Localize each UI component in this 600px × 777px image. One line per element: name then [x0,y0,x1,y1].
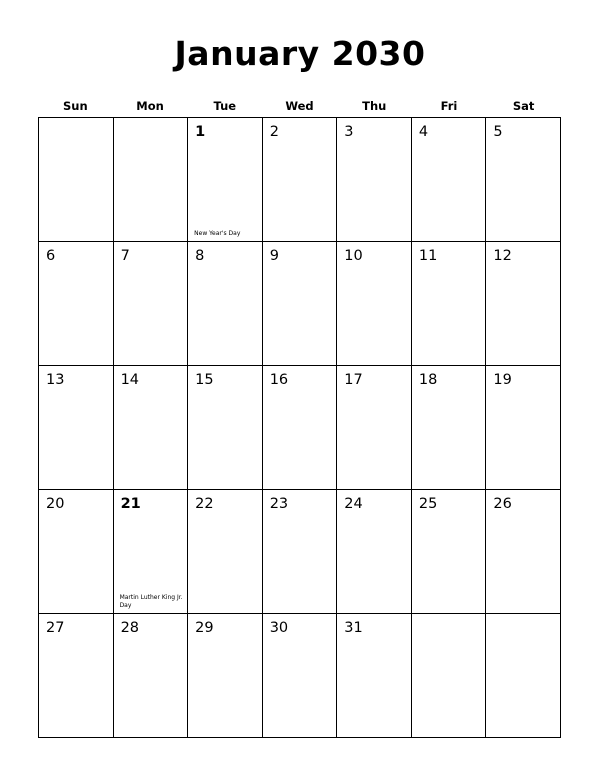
weekday-fri: Fri [440,99,458,113]
day-cell [114,614,189,738]
day-cell [337,242,412,366]
day-cell [188,614,263,738]
day-cell [412,366,487,490]
day-cell [337,614,412,738]
day-cell [114,490,189,614]
day-number: 3 [344,124,354,140]
day-cell [263,118,338,242]
day-cell [412,614,487,738]
day-cell [486,614,561,738]
day-number: 1 [195,124,206,140]
day-number: 19 [493,372,512,388]
day-cell [486,490,561,614]
day-number: 20 [46,496,65,512]
day-cell [337,366,412,490]
day-number: 29 [195,620,214,636]
day-cell [263,242,338,366]
day-number: 10 [344,248,363,264]
day-cell [114,366,189,490]
day-cell [486,242,561,366]
day-cell [114,242,189,366]
day-number: 6 [46,248,56,264]
weekday-tue: Tue [213,99,237,113]
day-number: 2 [269,124,279,140]
day-number: 16 [269,372,289,388]
day-number: 13 [46,372,65,388]
day-cell [188,366,263,490]
day-number: 24 [344,496,363,512]
day-number: 18 [418,372,438,388]
day-cell [412,242,487,366]
day-number: 15 [195,372,214,388]
day-cell [188,490,263,614]
weekday-mon: Mon [136,99,164,113]
day-number: 11 [418,248,438,264]
day-number: 21 [120,496,141,512]
day-cell [39,242,114,366]
day-cell [486,366,561,490]
day-cell [39,366,114,490]
weekday-header [38,99,561,115]
day-cell [263,366,338,490]
day-number: 26 [493,496,512,512]
day-cell [188,118,263,242]
day-number: 14 [120,372,140,388]
day-number: 12 [493,248,512,264]
calendar-title: January 2030 [174,34,426,73]
day-number: 30 [269,620,289,636]
day-cell [412,118,487,242]
day-cell [412,490,487,614]
day-number: 7 [120,248,130,264]
weekday-thu: Thu [362,99,387,113]
weekday-sat: Sat [512,99,535,113]
day-cell [39,614,114,738]
day-cell [337,118,412,242]
day-number: 25 [418,496,438,512]
day-cell [39,118,114,242]
day-number: 23 [269,496,289,512]
day-number: 28 [120,620,140,636]
day-cell [263,614,338,738]
day-number: 17 [344,372,363,388]
day-cell [188,242,263,366]
day-number: 27 [46,620,65,636]
day-number: 9 [269,248,279,264]
day-cell [337,490,412,614]
day-cell [114,118,189,242]
day-number: 4 [418,124,429,140]
weekday-wed: Wed [285,99,314,113]
weekday-sun: Sun [63,99,88,113]
holiday-note: Martin Luther King Jr. Day [119,594,183,609]
day-number: 22 [195,496,214,512]
calendar-grid [38,117,561,738]
day-cell [486,118,561,242]
holiday-note: New Year's Day [194,229,241,237]
day-number: 5 [493,124,503,140]
day-cell [39,490,114,614]
day-cell [263,490,338,614]
day-number: 31 [344,620,363,636]
day-number: 8 [195,248,205,264]
